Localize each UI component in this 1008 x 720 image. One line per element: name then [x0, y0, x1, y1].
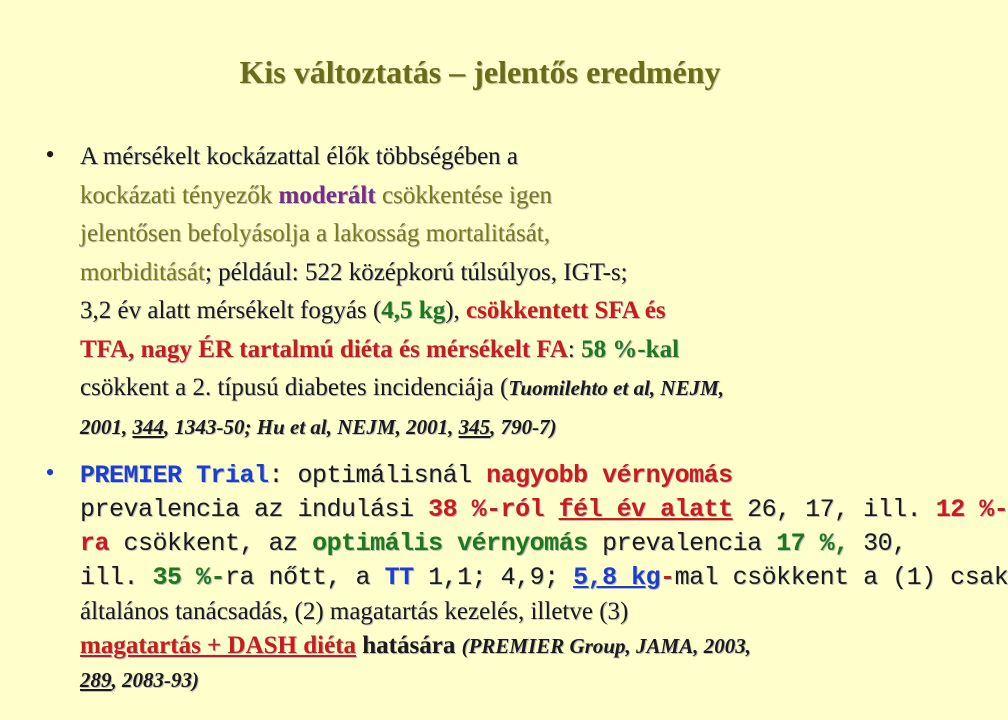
bullet-2-citation: 289, 2083-93) [80, 668, 199, 692]
slide-title: Kis változtatás – jelentős eredmény [239, 54, 721, 90]
bullet-2-line-1: PREMIER Trial: optimálisnál nagyobb vérnyomás [80, 461, 733, 490]
bullet-1-line-3: jelentősen befolyásolja a lakosság mortalitását, [80, 220, 550, 247]
bullet-marker: • [45, 140, 55, 169]
bullet-1-text [80, 138, 940, 446]
bullet-1-line-7: csökkent a 2. típusú diabetes incidenciája (Tuomilehto et al, NEJM, [80, 374, 724, 401]
bullet-2-line-4: ill. 35 %-ra nőtt, a TT 1,1; 4,9; 5,8 kg-mal csökkent a (1) csak [80, 563, 1008, 592]
bullet-2-line-2: prevalencia az indulási 38 %-ról fél év alatt 26, 17, ill. 12 %- [80, 495, 1008, 524]
bullet-1-line-1: A mérsékelt kockázattal élők többségében a [80, 143, 519, 170]
bullet-2-line-5: általános tanácsadás, (2) magatartás kezelés, illetve (3) [80, 598, 629, 625]
bullet-1-line-2: kockázati tényezők moderált csökkentése igen [80, 181, 553, 209]
bullet-2-line-6: magatartás + DASH diéta hatására (PREMIER Group, JAMA, 2003, [80, 632, 751, 659]
bullet-1-line-6: TFA, nagy ÉR tartalmú diéta és mérsékelt FA: 58 %-kal [80, 335, 680, 363]
bullet-1-citation: 2001, 344, 1343-50; Hu et al, NEJM, 2001, 345, 790-7) [80, 414, 557, 439]
bullet-marker: • [45, 458, 55, 487]
bullet-1-line-4: morbiditását; például: 522 középkorú túlsúlyos, IGT-s; [80, 258, 628, 286]
bullet-1-line-5: 3,2 év alatt mérsékelt fogyás (4,5 kg), csökkentett SFA és [80, 297, 666, 324]
bullet-2-text [80, 459, 1008, 697]
bullet-2-line-3: ra csökkent, az optimális vérnyomás prevalencia 17 %, 30, [80, 529, 907, 558]
